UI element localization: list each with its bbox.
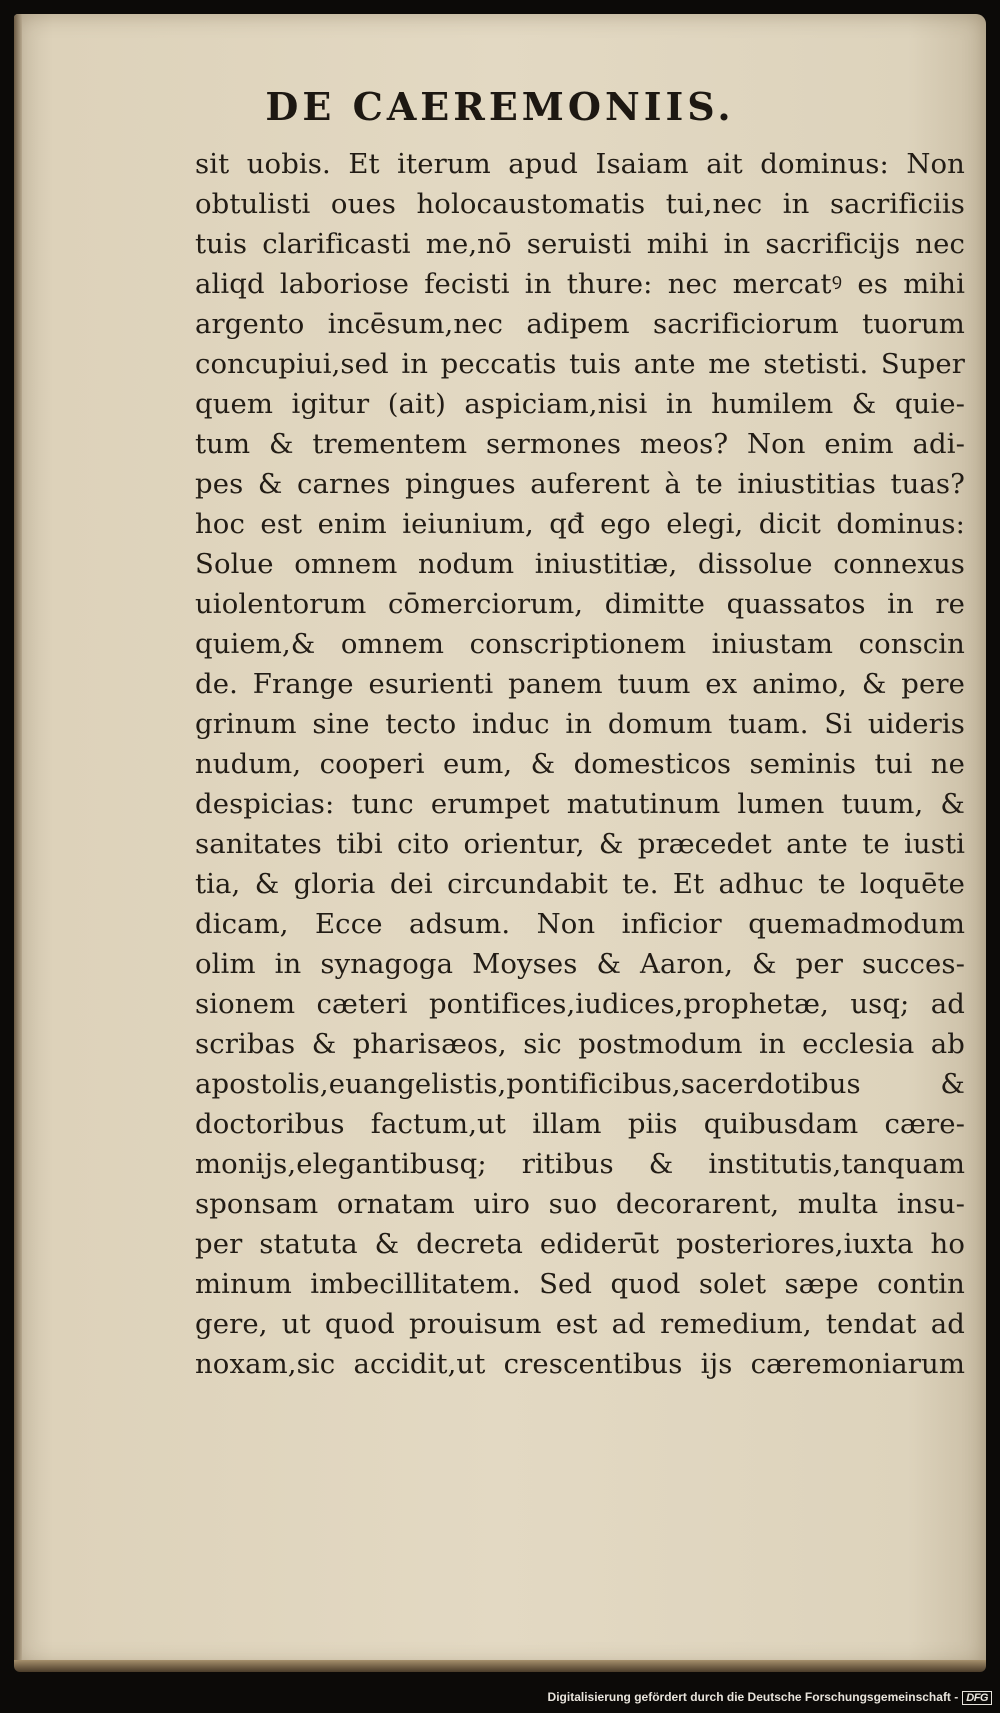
text-line: argento incēsum,nec adipem sacrificiorum tuorum [195,308,965,340]
text-line: pes & carnes pingues auferent à te iniustitias tuas? [195,468,965,500]
text-line: nudum, cooperi eum, & domesticos seminis tui ne [195,748,965,780]
text-line: tum & trementem sermones meos? Non enim adi- [195,428,965,460]
text-line: scribas & pharisæos, sic postmodum in ecclesia ab [195,1028,965,1060]
text-line: hoc est enim ieiunium, qđ ego elegi, dicit dominus: [195,508,965,540]
dfg-logo-icon: DFG [962,1691,992,1705]
text-line: sionem cæteri pontifices,iudices,prophetæ, usq; ad [195,988,965,1020]
text-line: sanitates tibi cito orientur, & præcedet ante te iusti [195,828,965,860]
text-line: tuis clarificasti me,nō seruisti mihi in sacrificijs nec [195,228,965,260]
text-line: Solue omnem nodum iniustitiæ, dissolue connexus [195,548,965,580]
text-line: minum imbecillitatem. Sed quod solet sæpe contin [195,1268,965,1300]
text-line: de. Frange esurienti panem tuum ex animo, & pere [195,668,965,700]
body-text [195,144,965,1384]
text-line: concupiui,sed in peccatis tuis ante me stetisti. Super [195,348,965,380]
text-line: monijs,elegantibusq; ritibus & institutis,tanquam [195,1148,965,1180]
text-line: grinum sine tecto induc in domum tuam. Si uideris [195,708,965,740]
text-line: per statuta & decreta ediderūt posteriores,iuxta ho [195,1228,965,1260]
text-line: quem igitur (ait) aspiciam,nisi in humilem & quie- [195,388,965,420]
text-line: dicam, Ecce adsum. Non inficior quemadmodum [195,908,965,940]
text-line: uiolentorum cōmerciorum, dimitte quassatos in re [195,588,965,620]
page-left-edge [14,14,22,1666]
text-line: tia, & gloria dei circundabit te. Et adhuc te loquēte [195,868,965,900]
text-line: apostolis,euangelistis,pontificibus,sacerdotibus & [195,1068,965,1100]
text-line: olim in synagoga Moyses & Aaron, & per succes- [195,948,965,980]
running-head: DE CAEREMONIIS. [265,84,735,129]
text-line: noxam,sic accidit,ut crescentibus ijs cæremoniarum [195,1348,965,1380]
credit-text: Digitalisierung gefördert durch die Deutsche Forschungsgemeinschaft - [547,1690,959,1704]
text-line: sit uobis. Et iterum apud Isaiam ait dominus: Non [195,148,965,180]
text-line: quiem,& omnem conscriptionem iniustam conscin [195,628,965,660]
page-bottom-edge [14,1660,986,1672]
text-line: obtulisti oues holocaustomatis tui,nec in sacrificiis [195,188,965,220]
text-line: doctoribus factum,ut illam piis quibusdam cære- [195,1108,965,1140]
text-line: sponsam ornatam uiro suo decorarent, multa insu- [195,1188,965,1220]
digitization-credit [548,1690,992,1705]
text-line: despicias: tunc erumpet matutinum lumen tuum, & [195,788,965,820]
text-line: gere, ut quod prouisum est ad remedium, tendat ad [195,1308,965,1340]
text-line: aliqd laboriose fecisti in thure: nec mercatꝰ es mihi [195,268,965,300]
